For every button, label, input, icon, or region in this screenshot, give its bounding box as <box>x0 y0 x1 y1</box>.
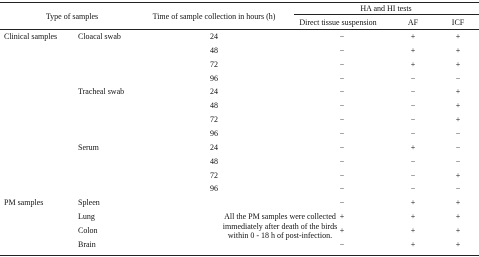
cell-af: − <box>410 101 416 111</box>
cell-direct: − <box>339 198 345 208</box>
cell-direct: − <box>339 32 345 41</box>
cell-sample: Brain <box>78 239 96 249</box>
cell-direct: − <box>339 156 345 166</box>
cell-group: PM samples <box>4 198 44 208</box>
cell-af: + <box>410 239 416 249</box>
cell-time: 96 <box>210 184 218 194</box>
cell-icf: − <box>455 156 461 166</box>
pm-samples-note: All the PM samples were collected immediately after death of the birds within 0 - 18 h of post-infection. <box>222 212 338 240</box>
cell-af: + <box>410 212 416 222</box>
cell-direct: − <box>339 115 345 125</box>
cell-icf: + <box>455 59 461 69</box>
cell-sample: Tracheal swab <box>78 87 125 97</box>
cell-sample: Lung <box>78 212 95 222</box>
cell-af: + <box>410 59 416 69</box>
cell-direct: − <box>339 59 345 69</box>
cell-icf: + <box>455 225 461 235</box>
cell-direct: − <box>339 184 345 194</box>
cell-sample: Serum <box>78 142 99 152</box>
cell-direct: − <box>339 73 345 83</box>
cell-direct: − <box>339 45 345 55</box>
cell-direct: − <box>339 87 345 97</box>
cell-time: 48 <box>210 45 218 55</box>
cell-direct: − <box>339 101 345 111</box>
cell-direct: − <box>339 128 345 138</box>
bottom-rule <box>0 255 479 256</box>
cell-sample: Cloacal swab <box>78 32 121 41</box>
cell-af: − <box>410 87 416 97</box>
header-direct-tissue: Direct tissue suspension <box>299 18 377 27</box>
cell-icf: + <box>455 32 461 41</box>
cell-time: 72 <box>210 170 218 180</box>
cell-af: + <box>410 225 416 235</box>
cell-af: − <box>410 128 416 138</box>
header-icf: ICF <box>451 18 465 27</box>
cell-icf: − <box>455 128 461 138</box>
cell-af: + <box>410 142 416 152</box>
cell-af: + <box>410 45 416 55</box>
top-rule <box>0 2 479 3</box>
cell-direct: − <box>339 142 345 152</box>
cell-time: 24 <box>210 87 218 97</box>
header-type-of-samples: Type of samples <box>45 12 99 21</box>
cell-time: 96 <box>210 73 218 83</box>
cell-af: − <box>410 184 416 194</box>
cell-time: 48 <box>210 101 218 111</box>
cell-icf: + <box>455 198 461 208</box>
header-time-of-collection: Time of sample collection in hours (h) <box>152 12 276 21</box>
cell-time: 72 <box>210 59 218 69</box>
cell-direct: + <box>339 225 345 235</box>
cell-af: − <box>410 115 416 125</box>
cell-icf: + <box>455 170 461 180</box>
cell-icf: − <box>455 142 461 152</box>
cell-icf: + <box>455 115 461 125</box>
cell-sample: Spleen <box>78 198 100 208</box>
cell-af: + <box>410 198 416 208</box>
cell-direct: − <box>339 239 345 249</box>
tests-group-rule <box>294 14 479 15</box>
cell-time: 96 <box>210 128 218 138</box>
cell-time: 72 <box>210 115 218 125</box>
cell-group: Clinical samples <box>4 32 58 41</box>
cell-icf: − <box>455 73 461 83</box>
cell-time: 24 <box>210 142 218 152</box>
header-tests-group: HA and HI tests <box>360 4 412 13</box>
cell-icf: + <box>455 87 461 97</box>
cell-af: − <box>410 170 416 180</box>
header-bottom-rule <box>0 29 479 30</box>
cell-af: − <box>410 73 416 83</box>
cell-time: 24 <box>210 32 218 41</box>
header-af: AF <box>407 18 419 27</box>
cell-icf: + <box>455 239 461 249</box>
cell-direct: − <box>339 170 345 180</box>
cell-direct: + <box>339 212 345 222</box>
cell-sample: Colon <box>78 225 98 235</box>
cell-icf: + <box>455 45 461 55</box>
cell-af: − <box>410 156 416 166</box>
cell-icf: − <box>455 184 461 194</box>
cell-af: + <box>410 32 416 41</box>
cell-icf: + <box>455 212 461 222</box>
cell-icf: + <box>455 101 461 111</box>
cell-time: 48 <box>210 156 218 166</box>
